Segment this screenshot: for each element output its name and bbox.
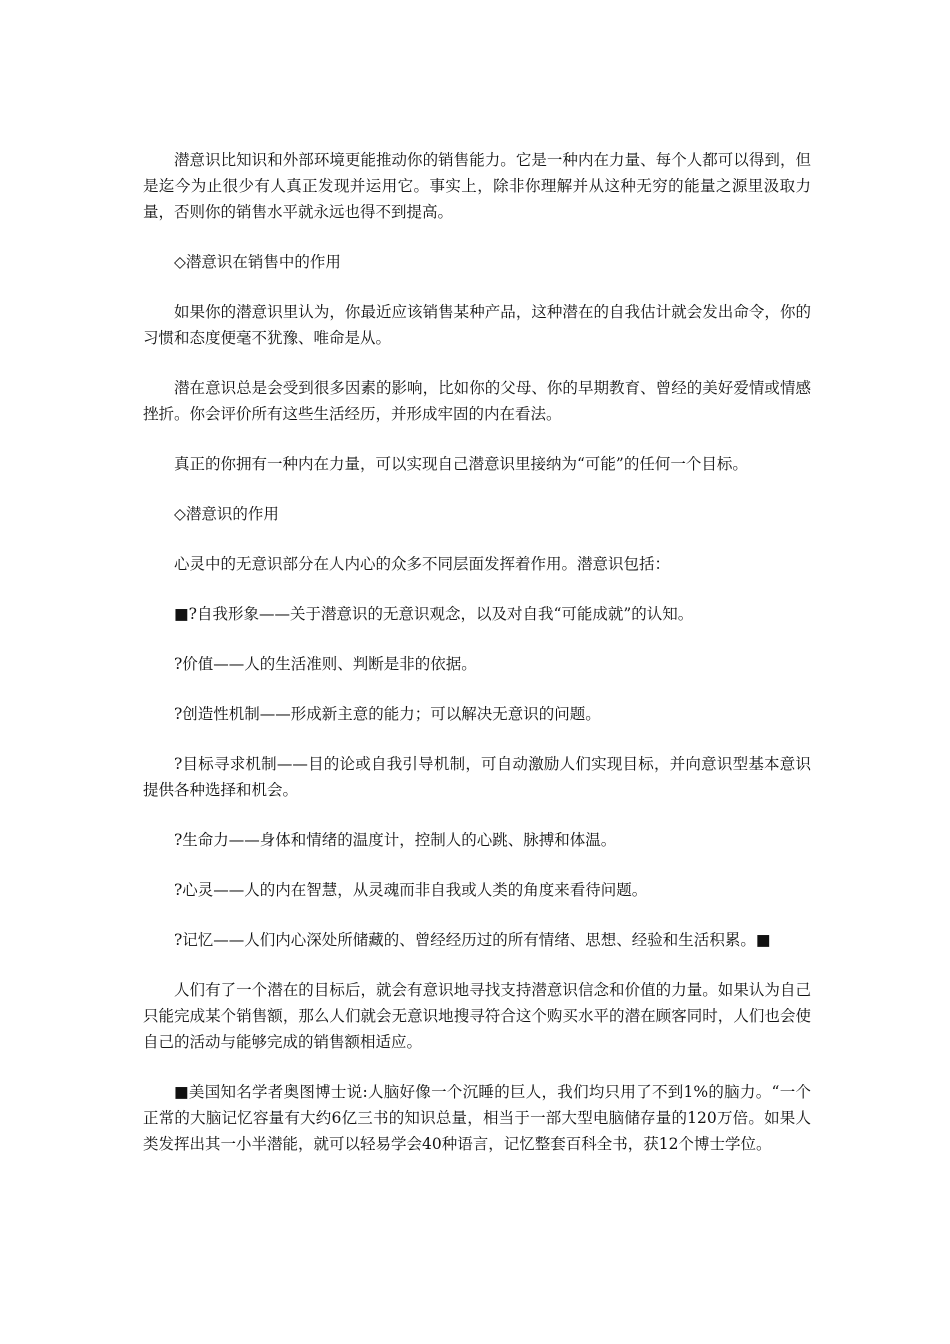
section-heading-role-in-sales: ◇潜意识在销售中的作用 [174,253,341,271]
paragraph-goals: 人们有了一个潜在的目标后，就会有意识地寻找支持潜意识信念和价值的力量。如果认为自己只能完成某个销售额，那么人们就会无意识地搜寻符合这个购买水平的潜在顾客同时，人们也会使自己的活动与能够完成的销售额相适应。 [143,981,811,1051]
list-item-self-image: ■?自我形象——关于潜意识的无意识观念，以及对自我“可能成就”的认知。 [174,605,694,623]
list-item-goal-seeking: ?目标寻求机制——目的论或自我引导机制，可自动激励人们实现目标，并向意识型基本意识提供各种选择和机会。 [143,755,811,799]
paragraph-quote: ■美国知名学者奥图博士说:人脑好像一个沉睡的巨人，我们均只用了不到1%的脑力。“一个正常的大脑记忆容量有大约6亿三书的知识总量，相当于一部大型电脑储存量的120万倍。如果人类发挥出其一小半潜能，就可以轻易学会40种语言，记忆整套百科全书，获12个博士学位。 [143,1083,811,1153]
list-item-values: ?价值——人的生活准则、判断是非的依据。 [174,655,477,673]
paragraph-influences: 潜在意识总是会受到很多因素的影响，比如你的父母、你的早期教育、曾经的美好爱情或情感挫折。你会评价所有这些生活经历，并形成牢固的内在看法。 [143,379,811,423]
list-item-creative-mechanism: ?创造性机制——形成新主意的能力；可以解决无意识的问题。 [174,705,601,723]
paragraph-intro: 潜意识比知识和外部环境更能推动你的销售能力。它是一种内在力量、每个人都可以得到，但是迄今为止很少有人真正发现并运用它。事实上，除非你理解并从这种无穷的能量之源里汲取力量，否则你的销售水平就永远也得不到提高。 [143,151,811,221]
paragraph-self-estimate: 如果你的潜意识里认为，你最近应该销售某种产品，这种潜在的自我估计就会发出命令，你的习惯和态度便毫不犹豫、唯命是从。 [143,303,811,347]
paragraph-includes: 心灵中的无意识部分在人内心的众多不同层面发挥着作用。潜意识包括： [174,555,671,573]
paragraph-inner-power: 真正的你拥有一种内在力量，可以实现自己潜意识里接纳为“可能”的任何一个目标。 [174,455,748,473]
document-body [143,147,811,1181]
list-item-memory: ?记忆——人们内心深处所储藏的、曾经经历过的所有情绪、思想、经验和生活积累。■ [174,931,771,949]
list-item-vitality: ?生命力——身体和情绪的温度计，控制人的心跳、脉搏和体温。 [174,831,617,849]
section-heading-functions: ◇潜意识的作用 [174,505,279,523]
list-item-spirit: ?心灵——人的内在智慧，从灵魂而非自我或人类的角度来看待问题。 [174,881,648,899]
